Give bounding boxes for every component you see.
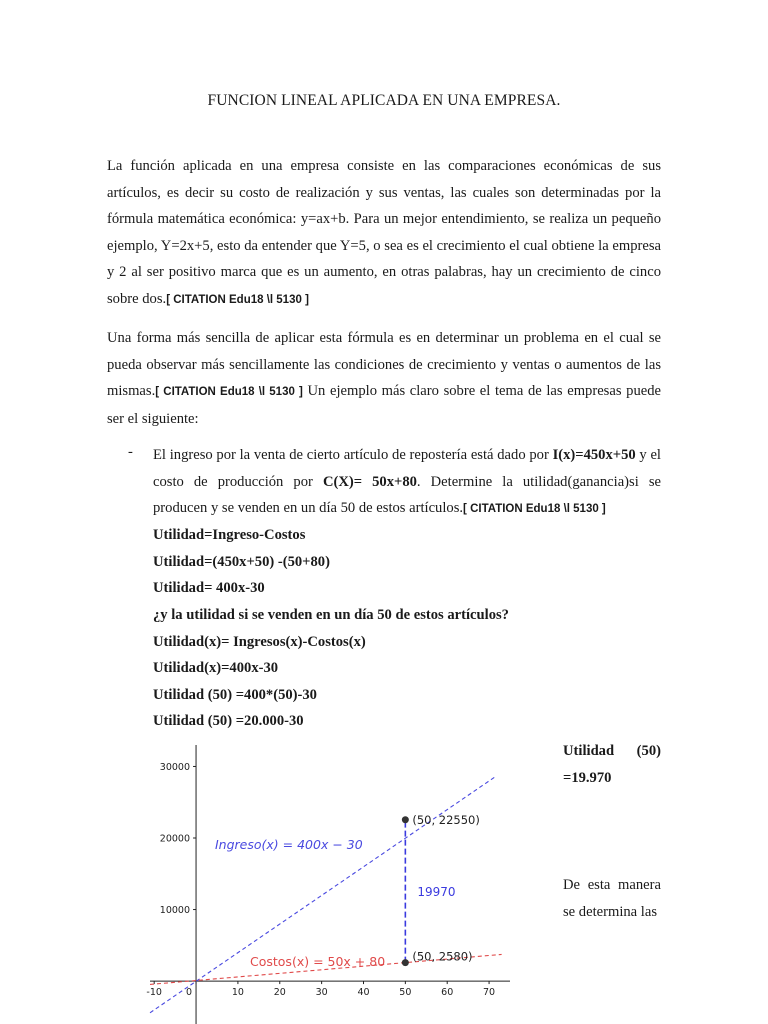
difference-label: 19970: [417, 885, 456, 900]
calc-line: Utilidad=Ingreso-Costos: [153, 527, 306, 543]
x-tick-label: -10: [146, 987, 162, 999]
cost-formula: C(X)= 50x+80: [322, 473, 417, 490]
bullet-marker: -: [128, 444, 133, 460]
paragraph-2: [107, 325, 661, 432]
calc-line: Utilidad(x)=400x-30: [153, 660, 279, 676]
y-tick-label: 20000: [159, 833, 191, 845]
result-line-1: Utilidad (50): [563, 743, 661, 759]
income-formula: I(x)=450x+50: [552, 447, 636, 463]
citation-3: [ CITATION Edu18 \l 5130 ]: [463, 503, 606, 516]
result-line-2: =19.970: [563, 770, 612, 786]
data-point: [402, 816, 409, 823]
calc-question: ¿y la utilidad si se venden en un día 50 de estos artículos?: [153, 607, 509, 623]
x-tick-label: 10: [231, 987, 244, 999]
x-tick-label: 70: [483, 987, 496, 999]
calc-line: Utilidad (50) =400*(50)-30: [153, 687, 317, 703]
document-title: FUNCION LINEAL APLICADA EN UNA EMPRESA.: [207, 92, 561, 109]
paragraph-2-text-after: Un ejemplo más claro sobre el tema de las empresas puede ser el siguiente:: [107, 383, 661, 427]
calc-line: Utilidad (50) =20.000-30: [153, 713, 304, 729]
x-tick-label: 20: [273, 987, 286, 999]
paragraph-2-text-before: Una forma más sencilla de aplicar esta fórmula es en determinar un problema en el cual se pueda observar más sencillamente las condiciones de crecimiento y ventas o aumentos de las mismas.: [107, 330, 661, 400]
citation-2: [ CITATION Edu18 \l 5130 ]: [155, 386, 303, 399]
citation-1: [ CITATION Edu18 \l 5130 ]: [166, 293, 309, 306]
series-label: Ingreso(x) = 400x − 30: [215, 837, 363, 852]
y-tick-label: 30000: [159, 761, 191, 773]
function-graph: [146, 745, 510, 1024]
calc-line: Utilidad= 400x-30: [153, 580, 265, 596]
y-tick-label: 10000: [159, 905, 191, 917]
x-tick-label: 40: [357, 987, 370, 999]
calc-line: Utilidad(x)= Ingresos(x)-Costos(x): [153, 634, 366, 650]
data-point: [402, 959, 409, 966]
x-tick-label: 60: [441, 987, 454, 999]
point-label: (50, 2580): [412, 949, 473, 964]
x-tick-label: 50: [399, 987, 412, 999]
calc-line: Utilidad=(450x+50) -(50+80): [153, 554, 330, 570]
x-tick-label: 0: [186, 987, 193, 999]
continuation-text: De esta manera se determina las: [563, 877, 661, 920]
bullet-item: [153, 442, 661, 523]
bullet-text-2: y el costo de producción por: [153, 447, 661, 490]
bullet-text-3: . Determine la utilidad(ganancia)si se producen y se venden en un día 50 de estos artículos.: [153, 473, 661, 517]
x-tick-label: 30: [315, 987, 328, 999]
paragraph-1: [107, 153, 661, 314]
bullet-text-1: El ingreso por la venta de cierto artículo de repostería está dado por: [153, 447, 553, 463]
series-label: Costos(x) = 50x + 80: [250, 954, 386, 969]
paragraph-1-text: La función aplicada en una empresa consiste en las comparaciones económicas de sus artículos, es decir su costo de realización y sus ventas, las cuales son determinadas por la fórmula matemática económica: y=ax+b. Para un mejor entendimiento, se realiza un pequeño ejemplo, Y=2x+5, esto da entender que Y=5, o sea es el crecimiento el cual obtiene la empresa y 2 al ser positivo marca que es un aumento, en otras palabras, hay un crecimiento de cinco sobre dos.: [107, 158, 661, 307]
graph-marks: [402, 813, 480, 966]
result-text: [563, 738, 661, 792]
point-label: (50, 22550): [412, 812, 480, 827]
